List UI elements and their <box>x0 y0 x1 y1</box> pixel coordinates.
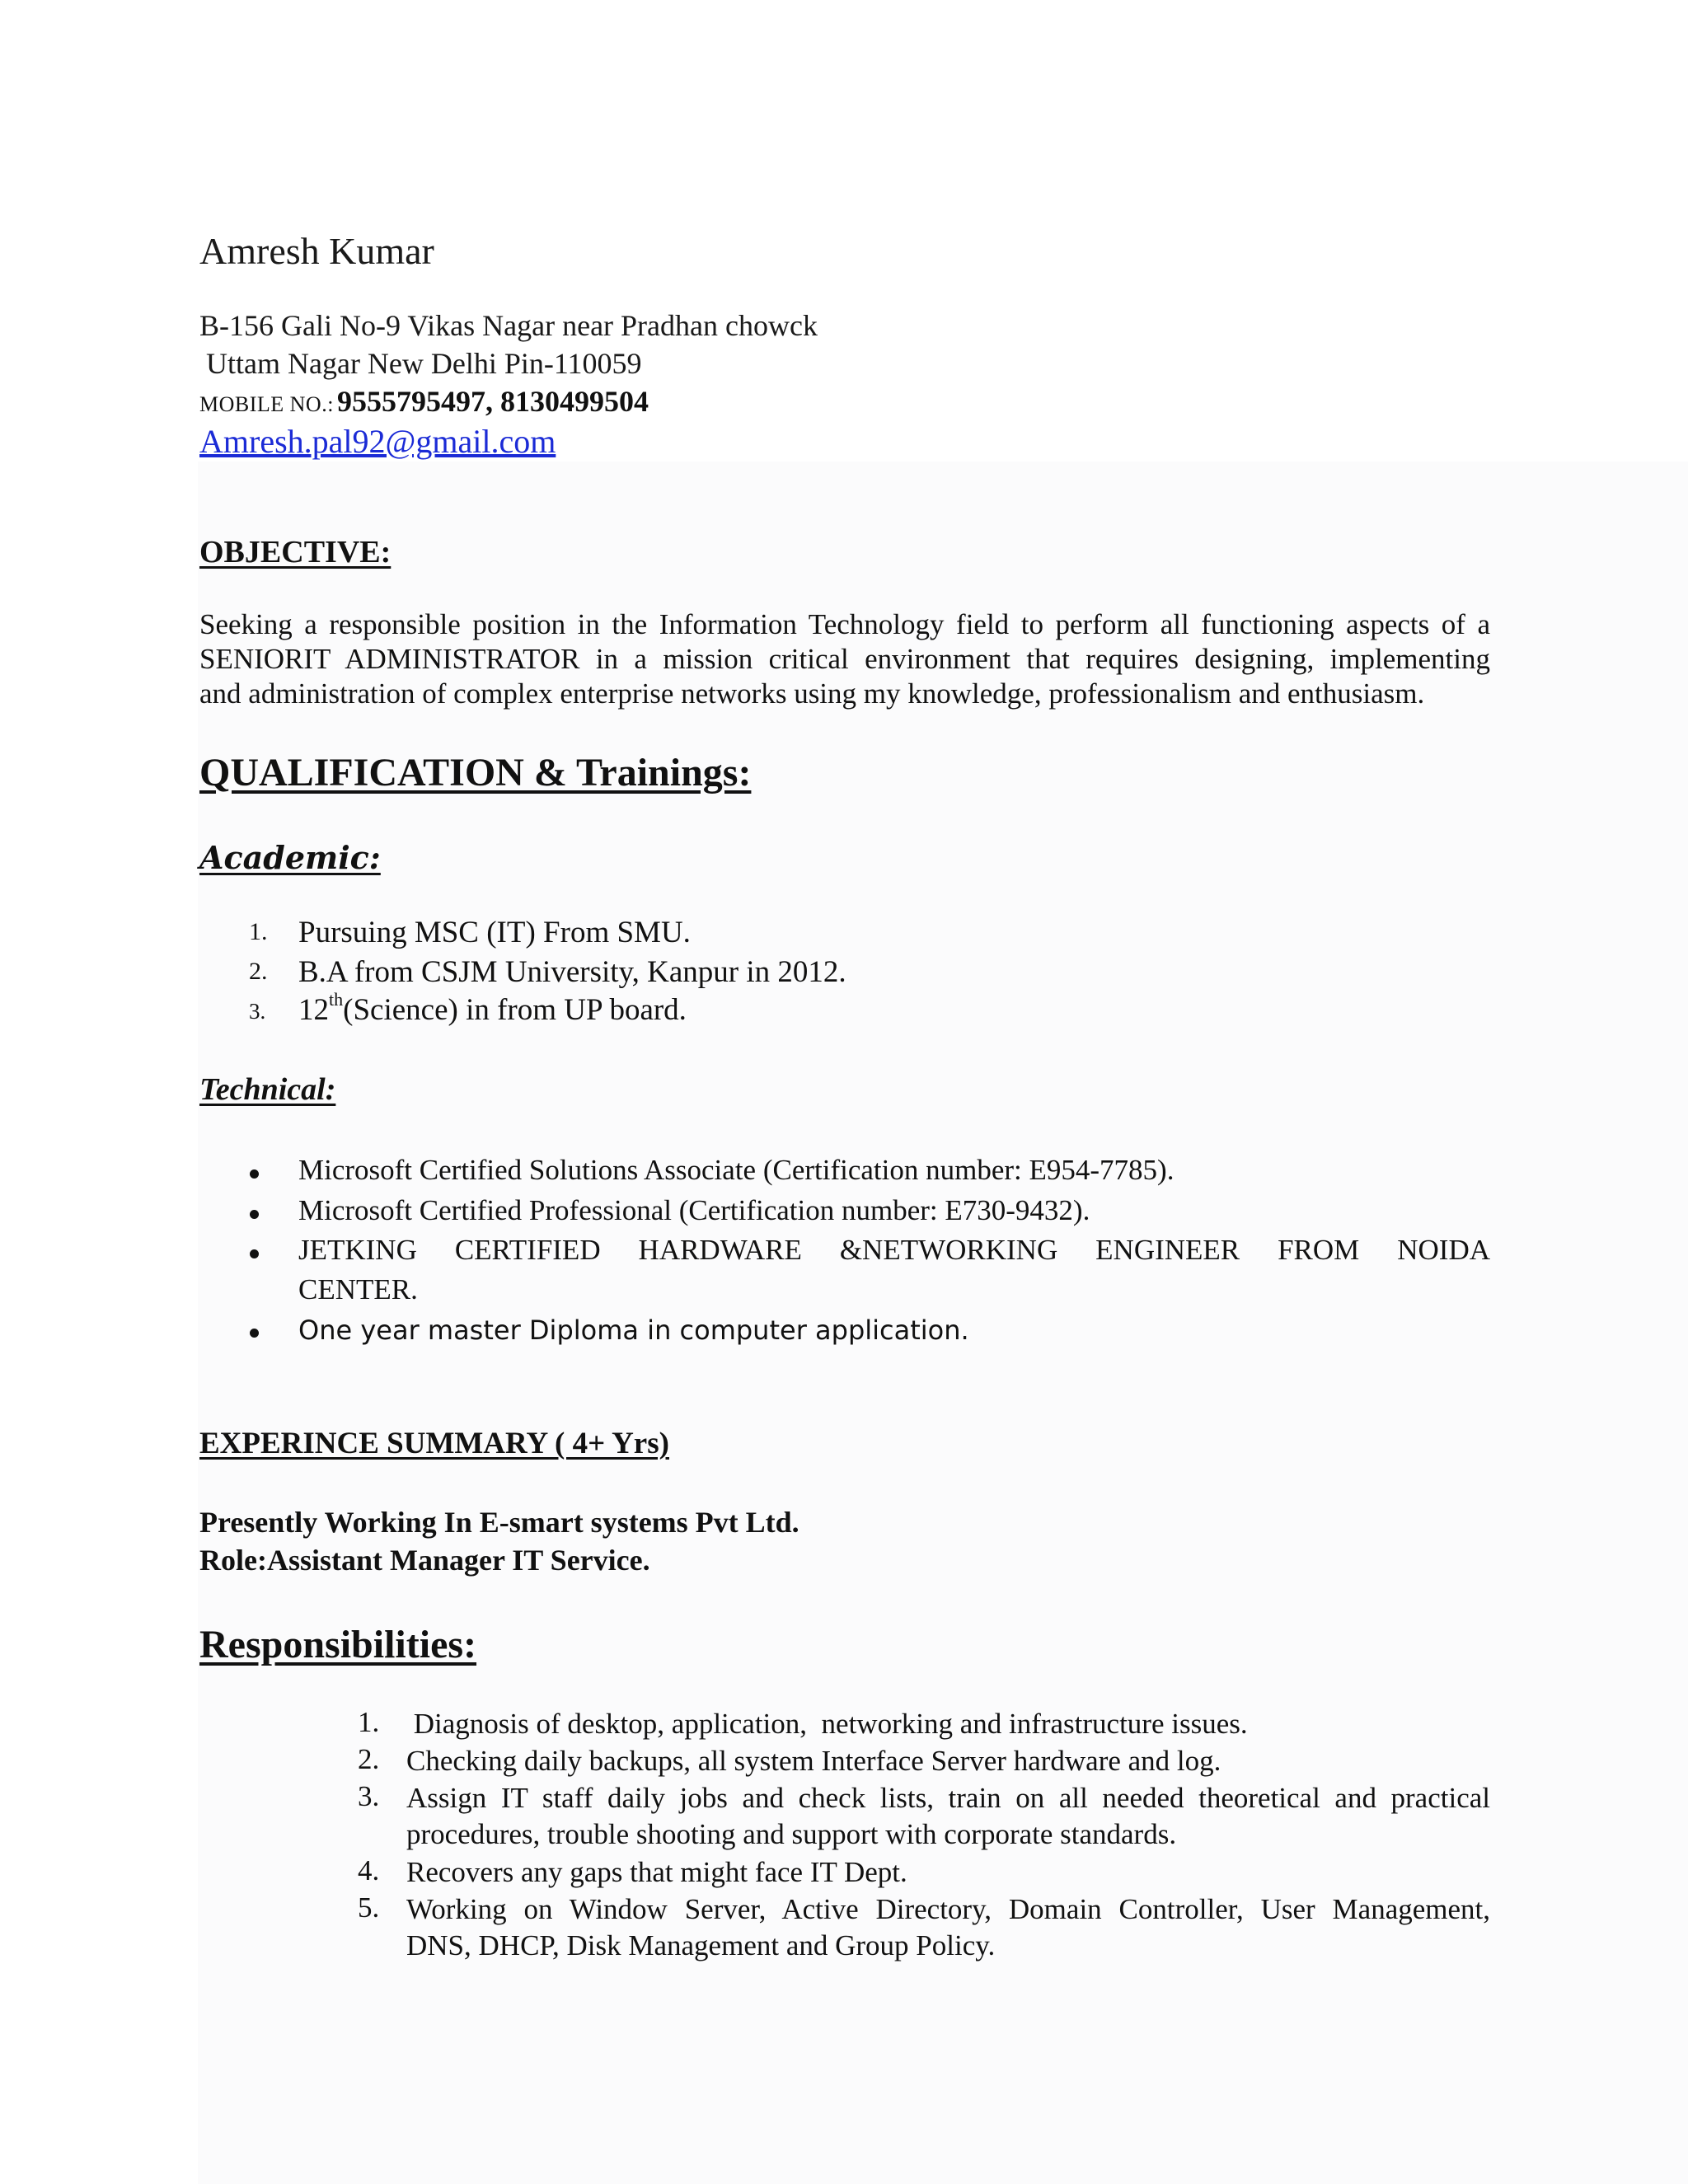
item-text: CENTER. <box>298 1273 418 1305</box>
bullet-icon <box>250 1169 259 1179</box>
experience-heading: EXPERINCE SUMMARY ( 4+ Yrs) <box>199 1427 669 1460</box>
item-line: Checking daily backups, all system Interface Server hardware and log. <box>406 1745 1221 1777</box>
item-line: Working on Window Server, Active Directory, Domain Controller, User Management, <box>406 1893 1490 1925</box>
item-number: 4. <box>358 1854 380 1886</box>
item-text: JETKING CERTIFIED HARDWARE &NETWORKING ENGINEER FROM NOIDA <box>298 1234 1490 1266</box>
item-text <box>406 1706 1478 1742</box>
address-line-1: B-156 Gali No-9 Vikas Nagar near Pradhan chowck <box>199 309 818 342</box>
item-text <box>406 1854 1478 1891</box>
item-text: Microsoft Certified Solutions Associate (Certification number: E954-7785). <box>298 1154 1175 1186</box>
item-text: Pursuing MSC (IT) From SMU. <box>298 916 691 949</box>
item-number: 3. <box>249 999 266 1024</box>
responsibilities-heading: Responsibilities: <box>199 1623 477 1666</box>
item-text <box>406 1780 1490 1853</box>
item-text <box>298 989 687 1028</box>
academic-heading: Academic: <box>199 839 381 876</box>
item-number: 1. <box>249 918 268 945</box>
item-line: Assign IT staff daily jobs and check lists, train on all needed theoretical and practical <box>406 1782 1490 1814</box>
item-text-pre: 12 <box>298 993 329 1027</box>
objective-line: and administration of complex enterprise networks using my knowledge, professionalism and enthusiasm. <box>199 677 1425 710</box>
mobile-label: MOBILE NO.: <box>199 392 334 416</box>
item-line: procedures, trouble shooting and support with corporate standards. <box>406 1818 1177 1850</box>
technical-heading: Technical: <box>199 1072 336 1107</box>
objective-heading: OBJECTIVE: <box>199 535 392 569</box>
superscript: th <box>329 989 344 1010</box>
item-line: Recovers any gaps that might face IT Dept. <box>406 1856 907 1888</box>
role: Role:Assistant Manager IT Service. <box>199 1544 650 1577</box>
item-number: 2. <box>249 958 268 985</box>
item-number: 2. <box>358 1743 380 1775</box>
item-text <box>406 1891 1490 1964</box>
objective-line: Seeking a responsible position in the Information Technology field to perform all functioning aspects of a <box>199 608 1490 640</box>
item-text: B.A from CSJM University, Kanpur in 2012. <box>298 955 846 989</box>
bullet-icon <box>250 1210 259 1219</box>
item-text: One year master Diploma in computer application. <box>298 1315 969 1346</box>
item-text <box>406 1743 1478 1779</box>
objective-paragraph <box>199 607 1490 711</box>
bullet-icon <box>250 1329 259 1338</box>
mobile-row <box>199 384 649 419</box>
item-text: Microsoft Certified Professional (Certification number: E730-9432). <box>298 1194 1090 1226</box>
mobile-numbers: 9555795497, 8130499504 <box>336 385 649 418</box>
address-line-2: Uttam Nagar New Delhi Pin-110059 <box>206 347 642 380</box>
candidate-name: Amresh Kumar <box>199 230 434 272</box>
item-number: 1. <box>358 1706 380 1738</box>
item-line: Diagnosis of desktop, application, networking and infrastructure issues. <box>406 1708 1248 1740</box>
item-number: 3. <box>358 1780 380 1812</box>
email-link[interactable]: Amresh.pal92@gmail.com <box>199 423 556 460</box>
bullet-icon <box>250 1249 259 1258</box>
qualification-heading: QUALIFICATION & Trainings: <box>199 751 752 794</box>
item-text-post: (Science) in from UP board. <box>343 993 687 1027</box>
item-number: 5. <box>358 1891 380 1924</box>
presently-working: Presently Working In E-smart systems Pvt Ltd. <box>199 1506 799 1539</box>
objective-line: SENIORIT ADMINISTRATOR in a mission critical environment that requires designing, implementing <box>199 643 1490 675</box>
item-line: DNS, DHCP, Disk Management and Group Policy. <box>406 1929 996 1961</box>
